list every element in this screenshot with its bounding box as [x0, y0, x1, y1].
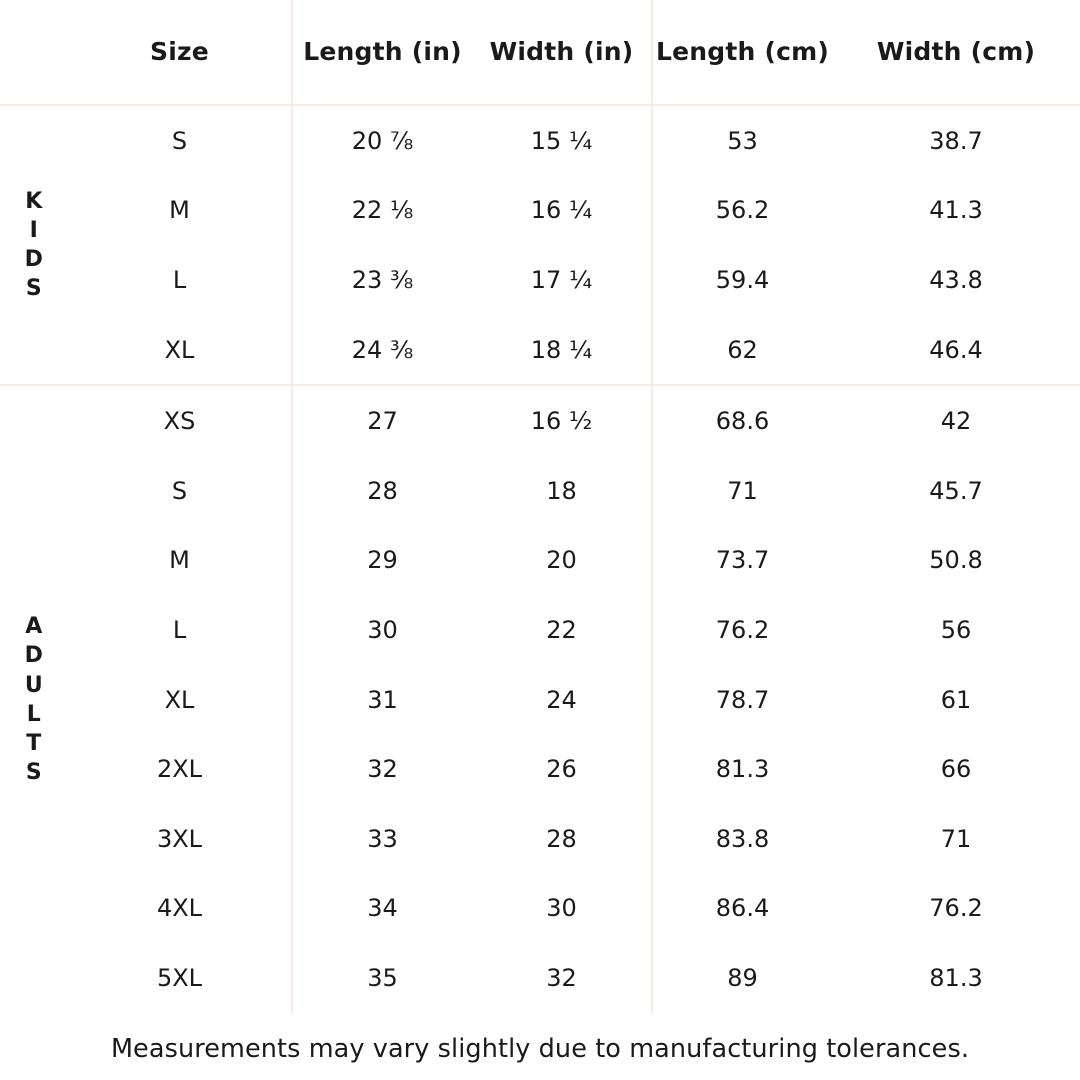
cell-width-in: 18 [546, 476, 577, 505]
cell-width-cm: 76.2 [929, 894, 983, 923]
group-letter: S [25, 276, 43, 302]
table-row [0, 456, 1080, 526]
cell-width-in: 16 ½ [472, 385, 652, 456]
cell-length-cm: 83.8 [652, 804, 832, 874]
cell-width-in: 18 ¼ [530, 335, 593, 364]
cell-size: M [169, 546, 190, 575]
table-row [0, 526, 1080, 596]
cell-size: L [172, 265, 187, 294]
cell-size: XL [164, 335, 195, 364]
cell-length-cm: 81.3 [652, 734, 832, 804]
cell-width-cm: 61 [940, 685, 972, 714]
table-row [0, 665, 1080, 735]
header-size: Size [150, 37, 209, 67]
header-length-cm: Length (cm) [652, 0, 832, 105]
header-row [0, 0, 1080, 105]
table-row [0, 595, 1080, 665]
header-width-cm: Width (cm) [876, 37, 1036, 67]
cell-width-in: 17 ¼ [530, 265, 593, 294]
cell-size: 5XL [156, 963, 203, 992]
cell-width-cm: 42 [832, 385, 1080, 456]
group-letter: K [25, 189, 43, 215]
cell-width-in: 30 [546, 894, 577, 923]
cell-length-cm: 76.2 [652, 595, 832, 665]
cell-length-in: 29 [292, 526, 472, 596]
cell-width-in: 32 [546, 963, 577, 992]
cell-length-in: 20 ⅞ [292, 105, 472, 176]
group-letter: U [24, 672, 44, 698]
cell-width-cm: 50.8 [929, 546, 983, 575]
cell-width-in: 16 ¼ [530, 196, 593, 225]
group-letter: T [26, 730, 42, 756]
cell-length-in: 35 [292, 943, 472, 1013]
table-row [0, 315, 1080, 386]
cell-width-cm: 38.7 [832, 105, 1080, 176]
cell-length-in: 33 [292, 804, 472, 874]
cell-width-in: 15 ¼ [472, 105, 652, 176]
cell-width-cm: 56 [940, 615, 972, 644]
cell-width-cm: 46.4 [929, 335, 983, 364]
cell-length-cm: 73.7 [652, 526, 832, 596]
group-letter: S [25, 759, 43, 785]
cell-length-cm: 59.4 [652, 245, 832, 315]
table-row [0, 874, 1080, 944]
group-letter: L [26, 701, 42, 727]
cell-size: 2XL [156, 755, 203, 784]
cell-length-in: 31 [292, 665, 472, 735]
group-label-adults [0, 385, 68, 1012]
table-row [0, 385, 1080, 456]
cell-length-cm: 86.4 [652, 874, 832, 944]
cell-width-in: 26 [546, 755, 577, 784]
cell-length-in: 30 [292, 595, 472, 665]
cell-length-cm: 68.6 [652, 385, 832, 456]
header-length-in: Length (in) [292, 0, 472, 105]
table-header [0, 0, 1080, 105]
table-row [0, 176, 1080, 246]
group-letter: D [24, 643, 44, 669]
cell-length-cm: 62 [652, 315, 832, 386]
cell-width-in: 20 [546, 546, 577, 575]
group-label-kids [0, 105, 68, 385]
cell-size: M [169, 196, 190, 225]
cell-length-cm: 89 [652, 943, 832, 1013]
cell-width-cm: 45.7 [929, 476, 983, 505]
cell-length-cm: 56.2 [652, 176, 832, 246]
cell-length-cm: 53 [652, 105, 832, 176]
header-group [0, 0, 68, 105]
header-width-in: Width (in) [489, 37, 634, 67]
cell-size: S [171, 476, 188, 505]
cell-length-cm: 71 [652, 456, 832, 526]
cell-width-cm: 43.8 [929, 265, 983, 294]
cell-size: XL [164, 685, 195, 714]
cell-width-in: 22 [546, 615, 577, 644]
table-row [0, 105, 1080, 176]
table-row [0, 734, 1080, 804]
cell-size: XS [68, 385, 292, 456]
table-body [0, 105, 1080, 1013]
cell-width-cm: 81.3 [929, 963, 983, 992]
group-letter: D [24, 247, 44, 273]
cell-size: S [68, 105, 292, 176]
cell-width-cm: 41.3 [929, 196, 983, 225]
footnote: Measurements may vary slightly due to manufacturing tolerances. [110, 1034, 970, 1064]
cell-size: 4XL [156, 894, 203, 923]
cell-width-in: 28 [546, 824, 577, 853]
table-row [0, 245, 1080, 315]
table-row [0, 943, 1080, 1013]
cell-size: L [172, 615, 187, 644]
group-letter: I [29, 218, 39, 244]
cell-length-in: 24 ⅜ [292, 315, 472, 386]
cell-width-cm: 66 [940, 755, 972, 784]
cell-width-cm: 71 [940, 824, 972, 853]
cell-length-cm: 78.7 [652, 665, 832, 735]
cell-length-in: 34 [292, 874, 472, 944]
cell-size: 3XL [156, 824, 203, 853]
cell-length-in: 32 [292, 734, 472, 804]
cell-length-in: 27 [292, 385, 472, 456]
cell-length-in: 28 [292, 456, 472, 526]
table-row [0, 804, 1080, 874]
cell-length-in: 22 ⅛ [292, 176, 472, 246]
group-letter: A [25, 614, 43, 640]
cell-width-in: 24 [546, 685, 577, 714]
cell-length-in: 23 ⅜ [292, 245, 472, 315]
